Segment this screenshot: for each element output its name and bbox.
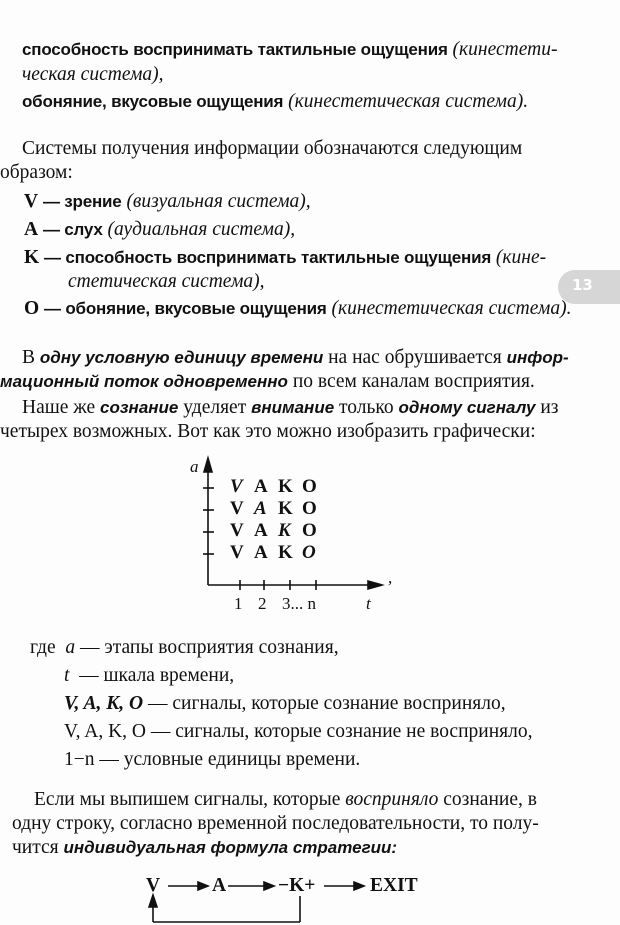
x-tick-label: 2 bbox=[258, 594, 267, 613]
system-item-v: V — зрение (визуальная система), bbox=[24, 191, 311, 212]
formula-exit: EXIT bbox=[370, 875, 418, 896]
x-tick-label: 3... n bbox=[282, 594, 316, 613]
formula-v: V bbox=[146, 875, 161, 896]
page-number: 13 bbox=[572, 276, 593, 294]
systems-intro-l1: Системы получения информации обозначаются следующим bbox=[22, 138, 523, 159]
grid-cell-perceived: K bbox=[278, 520, 291, 541]
para3-l3a: чится bbox=[12, 837, 59, 858]
system-name: способность воспринимать тактильные ощущения bbox=[65, 248, 492, 267]
x-axis-label: t bbox=[366, 594, 371, 613]
formula-arrow-2-head bbox=[264, 882, 274, 890]
para1-l2a: мационный поток одновременно bbox=[0, 372, 288, 391]
para3-l3b: индивидуальная формула стратегии: bbox=[63, 838, 398, 857]
system-desc: (кинестетическая система). bbox=[331, 298, 572, 319]
system-item-o: O — обоняние, вкусовые ощущения (кинестетическая система). bbox=[24, 298, 572, 319]
para2-l1g: из bbox=[540, 397, 559, 418]
legend-desc-units: — условные единицы времени. bbox=[99, 749, 361, 770]
formula-arrow-1-head bbox=[198, 882, 208, 890]
system-desc: (аудиальная система), bbox=[107, 219, 296, 240]
grid-cell: K bbox=[278, 476, 293, 497]
intro-l2-italic: ческая система), bbox=[22, 64, 164, 85]
grid-cell: V bbox=[230, 498, 244, 519]
intro-l1-bold: способность воспринимать тактильные ощущения bbox=[22, 40, 448, 59]
legend-sym-units: 1−n bbox=[64, 749, 95, 770]
para2-l1d: внимание bbox=[251, 398, 335, 417]
legend-line-t bbox=[64, 664, 234, 688]
para1-l1c: на нас обрушивается bbox=[328, 347, 502, 368]
legend-desc-perceived: — сигналы, которые сознание восприняло, bbox=[148, 693, 506, 714]
para3-line-1 bbox=[34, 788, 537, 812]
grid-cell: O bbox=[302, 476, 317, 497]
para3-l2: одну строку, согласно временной последовательности, то полу- bbox=[12, 813, 539, 834]
para3-line-2 bbox=[12, 812, 539, 836]
grid-cell: V bbox=[230, 520, 244, 541]
y-axis-label: a bbox=[190, 457, 199, 476]
legend-sym-t: t bbox=[64, 665, 70, 686]
system-item-k: K — способность воспринимать тактильные ощущения (кине- bbox=[24, 247, 547, 268]
grid-cell-perceived: V bbox=[230, 476, 243, 497]
grid-row bbox=[230, 476, 326, 498]
trailing-comma: , bbox=[388, 568, 393, 587]
system-letter: K bbox=[24, 247, 40, 268]
para3-l1b: восприняло bbox=[345, 789, 439, 810]
grid-row bbox=[230, 542, 326, 564]
system-item-a: A — слух (аудиальная система), bbox=[24, 219, 296, 240]
para2-l1f: одному сигналу bbox=[398, 398, 536, 417]
para1-l1a: В bbox=[22, 347, 36, 368]
legend-desc-t: — шкала времени, bbox=[79, 665, 235, 686]
system-name: обоняние, вкусовые ощущения bbox=[65, 299, 327, 318]
para2-l2: четырех возможных. Вот как это можно изобразить графически: bbox=[0, 421, 536, 442]
legend-line-units bbox=[64, 748, 360, 772]
grid-cell-perceived: A bbox=[254, 498, 267, 519]
grid-cell: A bbox=[254, 520, 268, 541]
para2-l1c: уделяет bbox=[183, 397, 247, 418]
x-tick-label: 1 bbox=[234, 594, 243, 613]
legend-sym-not-perceived: V, A, K, O bbox=[64, 721, 146, 742]
legend-sym-a: a bbox=[65, 637, 76, 658]
para1-l1d: инфор- bbox=[506, 348, 569, 367]
systems-intro-l2: образом: bbox=[0, 162, 73, 183]
system-letter: O bbox=[24, 298, 40, 319]
legend-sym-perceived: V, A, K, O bbox=[64, 693, 144, 714]
legend-desc-not-perceived: — сигналы, которые сознание не восприняло, bbox=[150, 721, 533, 742]
grid-cell: O bbox=[302, 498, 317, 519]
y-axis-arrow bbox=[204, 458, 212, 472]
system-name: слух bbox=[64, 220, 103, 239]
grid-cell: V bbox=[230, 542, 244, 563]
system-letter: A bbox=[24, 219, 39, 240]
system-desc: (кине- bbox=[495, 247, 547, 268]
para1-l2b: по всем каналам восприятия. bbox=[292, 371, 535, 392]
grid-cell: K bbox=[278, 498, 293, 519]
para3-l1c: сознание, в bbox=[443, 789, 537, 810]
para2-l1e: только bbox=[339, 397, 394, 418]
grid-row bbox=[230, 520, 326, 542]
formula-a: A bbox=[212, 875, 227, 896]
grid-cell: O bbox=[302, 520, 317, 541]
formula-arrow-3-head bbox=[354, 882, 364, 890]
legend-line-a bbox=[30, 636, 339, 660]
grid-cell-perceived: O bbox=[302, 542, 316, 563]
grid-cell: A bbox=[254, 542, 268, 563]
grid-cell: K bbox=[278, 542, 293, 563]
x-axis-arrow bbox=[368, 581, 382, 589]
para2-l1a: Наше же bbox=[22, 397, 96, 418]
legend-desc-a: — этапы восприятия сознания, bbox=[79, 637, 339, 658]
para2-l1b: сознание bbox=[100, 398, 179, 417]
legend-intro: где bbox=[30, 637, 56, 658]
intro-l3-bold: обоняние, вкусовые ощущения bbox=[22, 92, 284, 111]
grid-row bbox=[230, 498, 326, 520]
para1-l1b: одну условную единицу времени bbox=[39, 348, 324, 367]
system-desc-cont: стетическая система), bbox=[68, 271, 265, 292]
system-desc: (визуальная система), bbox=[126, 191, 311, 212]
formula-k: −K+ bbox=[278, 875, 316, 896]
grid-cell: A bbox=[254, 476, 268, 497]
intro-l1-italic: (кинестети- bbox=[452, 39, 558, 60]
para3-l1a: Если мы выпишем сигналы, которые bbox=[34, 789, 341, 810]
system-name: зрение bbox=[64, 192, 122, 211]
intro-l3-italic: (кинестетическая система). bbox=[288, 91, 529, 112]
para3-line-3 bbox=[12, 836, 397, 860]
legend-line-not-perceived bbox=[64, 720, 532, 744]
legend-line-perceived bbox=[64, 692, 506, 716]
system-letter: V bbox=[24, 191, 39, 212]
